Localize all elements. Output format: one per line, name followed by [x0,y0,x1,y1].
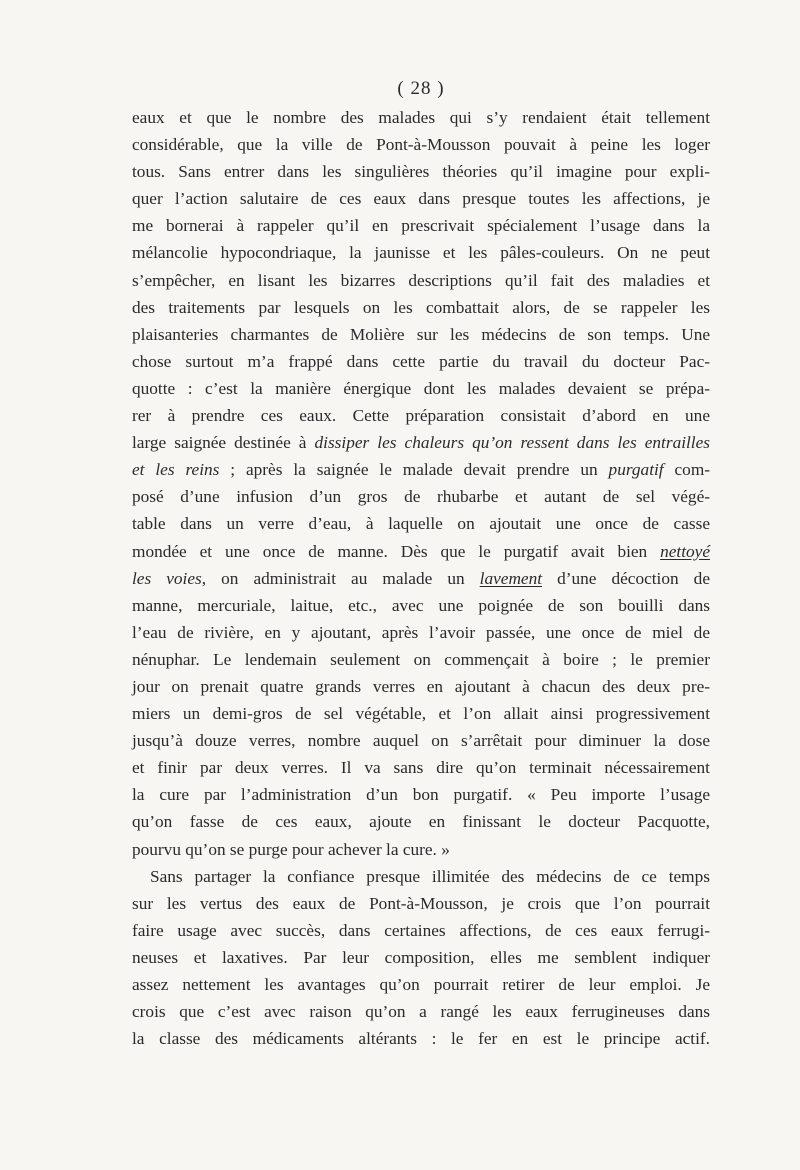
text-line [132,565,710,592]
text-line [132,863,710,890]
text-line [132,158,710,185]
text-run: rer à prendre ces eaux. Cette préparation consistait d’abord en une [132,406,710,426]
text-run: et finir par deux verres. Il va sans dire qu’on terminait nécessairement [132,758,710,778]
text-line [132,239,710,266]
text-run: nénuphar. Le lendemain seulement on commençait à boire ; le premier [132,649,710,669]
text-line [132,456,710,483]
text-line [132,808,710,835]
text-run: plaisanteries charmantes de Molière sur les médecins de son temps. Une [132,324,710,344]
text-run: qu’on fasse de ces eaux, ajoute en finissant le docteur Pacquotte, [132,812,710,832]
emphasized-text-run: lavement [479,568,543,588]
text-run: quer l’action salutaire de ces eaux dans presque toutes les affections, je [132,189,710,209]
text-line [132,971,710,998]
text-run: manne, mercuriale, laitue, etc., avec une poignée de son bouilli dans [132,595,710,615]
text-run: mélancolie hypocondriaque, la jaunisse et les pâles-couleurs. On ne peut [132,243,710,263]
text-run: com- [663,460,711,480]
text-run: ; après la saignée le malade devait prendre un [219,460,609,480]
text-run: me bornerai à rappeler qu’il en prescrivait spécialement l’usage dans la [132,216,710,236]
text-run: crois que c’est avec raison qu’on a rangé les eaux ferrugineuses dans [132,1002,710,1022]
text-run: assez nettement les avantages qu’on pourrait retirer de leur emploi. Je [132,975,710,994]
text-line [132,917,710,944]
text-run: neuses et laxatives. Par leur composition, elles me semblent indiquer [132,947,710,967]
text-line [132,185,710,212]
text-run: considérable, que la ville de Pont-à-Mousson pouvait à peine les loger [132,135,710,155]
text-run: des traitements par lesquels on les combattait alors, de se rappeler les [132,297,710,317]
text-line [132,700,710,727]
text-line [132,267,710,294]
text-line [132,727,710,754]
text-line [132,836,710,863]
italic-text-run: purgatif [608,460,664,480]
italic-text-run: les voies [132,568,202,588]
text-line [132,212,710,239]
text-line [132,131,710,158]
text-line [132,510,710,537]
text-run: posé d’une infusion d’un gros de rhubarbe et autant de sel végé- [132,487,710,507]
text-line [132,375,710,402]
text-line [132,348,710,375]
text-line [132,1025,710,1052]
text-line [132,619,710,646]
text-run: l’eau de rivière, en y ajoutant, après l’avoir passée, une once de miel de [132,622,710,642]
text-run: la classe des médicaments altérants : le fer en est le principe actif. [132,1029,710,1049]
text-run: s’empêcher, en lisant les bizarres descriptions qu’il fait des maladies et [132,270,710,290]
text-line [132,294,710,321]
text-run: eaux et que le nombre des malades qui s’y rendaient était tellement [132,108,710,127]
text-line [132,402,710,429]
text-run: large saignée destinée à [132,433,315,453]
text-run: mondée et une once de manne. Dès que le purgatif avait bien [132,541,661,561]
text-line [132,483,710,510]
page-number: ( 28 ) [397,78,445,99]
text-run: pourvu qu’on se purge pour achever la cure. » [132,839,450,859]
text-run: quotte : c’est la manière énergique dont les malades devaient se prépa- [132,378,710,398]
text-run: sur les vertus des eaux de Pont-à-Mousson, je crois que l’on pourrait [132,893,710,913]
text-line [132,429,710,456]
text-run: jusqu’à douze verres, nombre auquel on s’arrêtait pour diminuer la dose [132,731,710,751]
text-line [132,890,710,917]
text-line [132,321,710,348]
text-run: d’une décoction de [542,568,710,588]
emphasized-text-run: nettoyé [660,541,710,561]
text-run: table dans un verre d’eau, à laquelle on ajoutait une once de casse [132,514,710,534]
text-run: jour on prenait quatre grands verres en ajoutant à chacun des deux pre- [132,676,710,696]
italic-text-run: dissiper les chaleurs qu’on ressent dans les entrailles [314,433,711,453]
text-line [132,592,710,619]
text-line [132,998,710,1025]
text-line [132,104,710,131]
text-line [132,673,710,700]
text-line [132,944,710,971]
text-run: tous. Sans entrer dans les singulières théories qu’il imagine pour expli- [132,162,710,182]
text-run: chose surtout m’a frappé dans cette partie du travail du docteur Pac- [132,351,710,371]
text-line [132,754,710,781]
text-line [132,646,710,673]
italic-text-run: et les reins [132,460,220,480]
text-line [132,538,710,565]
text-run: miers un demi-gros de sel végétable, et l’on allait ainsi progressivement [132,704,710,724]
text-run: , on administrait au malade un [201,568,480,588]
body-text [132,104,710,1052]
text-run: Sans partager la confiance presque illimitée des médecins de ce temps [150,866,710,886]
text-line [132,781,710,808]
text-run: faire usage avec succès, dans certaines affections, de ces eaux ferrugi- [132,920,710,940]
text-run: la cure par l’administration d’un bon purgatif. « Peu importe l’usage [132,785,710,805]
